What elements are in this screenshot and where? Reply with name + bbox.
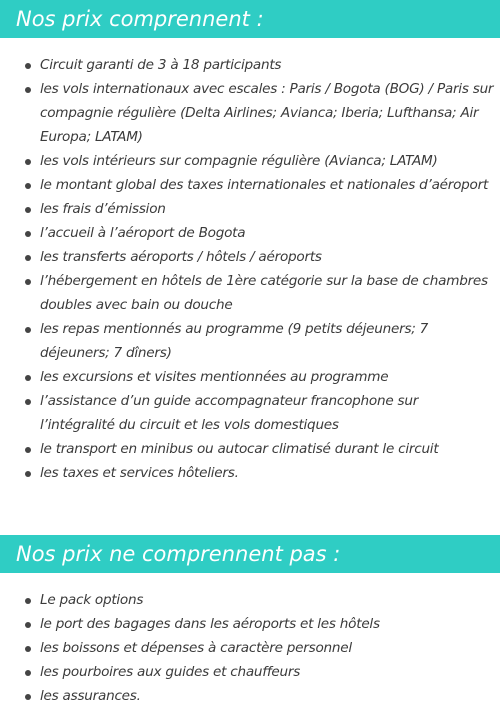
list-item-text: les excursions et visites mentionnées au programme bbox=[40, 369, 389, 385]
list-item bbox=[0, 437, 500, 461]
list-item-text: les repas mentionnés au programme (9 petits déjeuners; 7 déjeuners; 7 dîners) bbox=[40, 321, 429, 361]
list-item bbox=[0, 269, 500, 317]
bullet-icon bbox=[25, 447, 31, 453]
bullet-icon bbox=[25, 159, 31, 165]
list-item bbox=[0, 365, 500, 389]
bullet-icon bbox=[25, 622, 31, 628]
list-item bbox=[0, 173, 500, 197]
bullet-icon bbox=[25, 279, 31, 285]
list-item-text: les vols intérieurs sur compagnie régulière (Avianca; LATAM) bbox=[40, 153, 438, 169]
list-item-text: les frais d’émission bbox=[40, 201, 166, 217]
list-item bbox=[0, 389, 500, 437]
list-item-text: Le pack options bbox=[40, 592, 144, 608]
bullet-icon bbox=[25, 670, 31, 676]
bullet-icon bbox=[25, 694, 31, 700]
list-item bbox=[0, 684, 500, 708]
list-item-text: Circuit garanti de 3 à 18 participants bbox=[40, 57, 282, 73]
included-list bbox=[0, 53, 500, 485]
bullet-icon bbox=[25, 207, 31, 213]
included-section-title: Nos prix comprennent : bbox=[0, 0, 500, 38]
list-item bbox=[0, 588, 500, 612]
bullet-icon bbox=[25, 327, 31, 333]
bullet-icon bbox=[25, 63, 31, 69]
bullet-icon bbox=[25, 399, 31, 405]
bullet-icon bbox=[25, 87, 31, 93]
list-item bbox=[0, 461, 500, 485]
list-item-text: les taxes et services hôteliers. bbox=[40, 465, 239, 481]
bullet-icon bbox=[25, 231, 31, 237]
bullet-icon bbox=[25, 471, 31, 477]
bullet-icon bbox=[25, 375, 31, 381]
list-item-text: les assurances. bbox=[40, 688, 141, 704]
bullet-icon bbox=[25, 255, 31, 261]
list-item-text: les transferts aéroports / hôtels / aéroports bbox=[40, 249, 322, 265]
list-item-text: l’assistance d’un guide accompagnateur francophone sur l’intégralité du circuit et les vols domestiques bbox=[40, 393, 419, 433]
list-item-text: les vols internationaux avec escales : Paris / Bogota (BOG) / Paris sur compagnie régulière (Delta Airlines; Avianca; Iberia; Lufthansa; Air Europa; LATAM) bbox=[40, 81, 494, 145]
list-item-text: les boissons et dépenses à caractère personnel bbox=[40, 640, 352, 656]
list-item-text: les pourboires aux guides et chauffeurs bbox=[40, 664, 301, 680]
list-item bbox=[0, 245, 500, 269]
list-item bbox=[0, 636, 500, 660]
list-item bbox=[0, 612, 500, 636]
list-item bbox=[0, 53, 500, 77]
list-item bbox=[0, 660, 500, 684]
bullet-icon bbox=[25, 183, 31, 189]
list-item-text: le transport en minibus ou autocar climatisé durant le circuit bbox=[40, 441, 439, 457]
list-item bbox=[0, 77, 500, 149]
list-item-text: le montant global des taxes internationales et nationales d’aéroport bbox=[40, 177, 489, 193]
list-item-text: l’accueil à l’aéroport de Bogota bbox=[40, 225, 246, 241]
excluded-list bbox=[0, 588, 500, 708]
list-item bbox=[0, 221, 500, 245]
list-item bbox=[0, 197, 500, 221]
list-item-text: l’hébergement en hôtels de 1ère catégorie sur la base de chambres doubles avec bain ou douche bbox=[40, 273, 488, 313]
bullet-icon bbox=[25, 598, 31, 604]
list-item bbox=[0, 317, 500, 365]
list-item bbox=[0, 149, 500, 173]
excluded-section-title: Nos prix ne comprennent pas : bbox=[0, 535, 500, 573]
bullet-icon bbox=[25, 646, 31, 652]
list-item-text: le port des bagages dans les aéroports et les hôtels bbox=[40, 616, 380, 632]
